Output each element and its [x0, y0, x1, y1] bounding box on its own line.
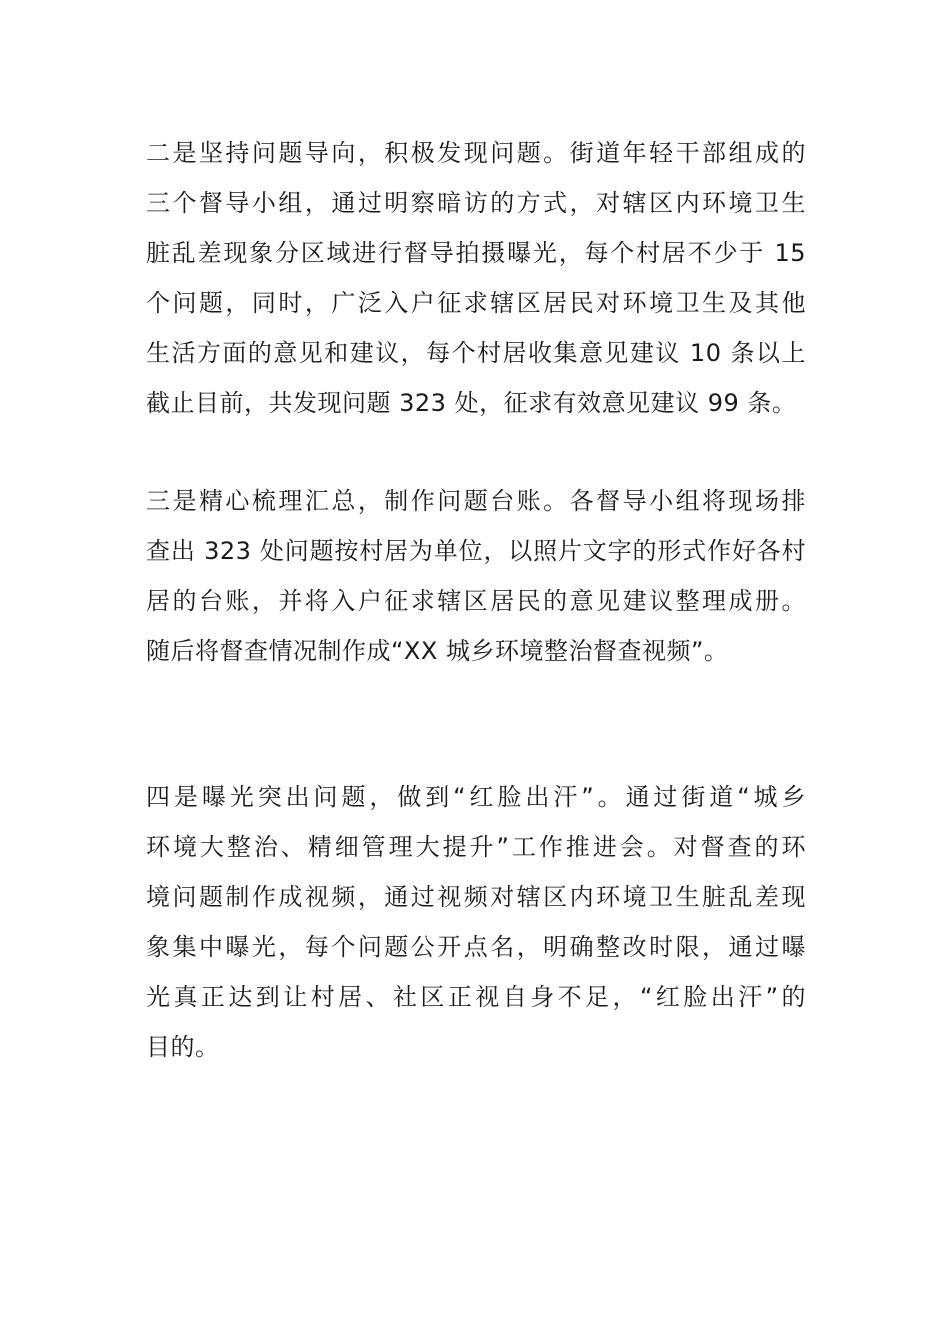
- text-line: 生活方面的意见和建议，每个村居收集意见建议 10 条以上: [146, 339, 806, 367]
- text-line: 居的台账，并将入户征求辖区居民的意见建议整理成册。: [146, 587, 806, 615]
- paragraph-problem-discovery: [146, 128, 806, 428]
- text-line: 四是曝光突出问题，做到“红脸出汗”。通过街道“城乡: [146, 783, 806, 811]
- paragraph-exposure: [146, 772, 806, 1072]
- text-line: 截止目前，共发现问题 323 处，征求有效意见建议 99 条。: [146, 389, 797, 417]
- text-line: 二是坚持问题导向，积极发现问题。街道年轻干部组成的: [146, 139, 806, 167]
- text-line: 光真正达到让村居、社区正视自身不足，“红脸出汗”的: [146, 983, 806, 1011]
- text-line: 查出 323 处问题按村居为单位，以照片文字的形式作好各村: [146, 537, 806, 565]
- text-line: 象集中曝光，每个问题公开点名，明确整改时限，通过曝: [146, 933, 806, 961]
- text-line: 三个督导小组，通过明察暗访的方式，对辖区内环境卫生: [146, 189, 806, 217]
- text-line: 三是精心梳理汇总，制作问题台账。各督导小组将现场排: [146, 487, 806, 515]
- text-line: 脏乱差现象分区域进行督导拍摄曝光，每个村居不少于 15: [146, 239, 806, 267]
- text-line: 个问题，同时，广泛入户征求辖区居民对环境卫生及其他: [146, 289, 806, 317]
- paragraph-ledger-compilation: [146, 476, 806, 676]
- text-line: 目的。: [146, 1033, 220, 1061]
- text-line: 随后将督查情况制作成“XX 城乡环境整治督查视频”。: [146, 637, 729, 665]
- text-line: 环境大整治、精细管理大提升”工作推进会。对督查的环: [146, 833, 806, 861]
- text-line: 境问题制作成视频，通过视频对辖区内环境卫生脏乱差现: [146, 883, 806, 911]
